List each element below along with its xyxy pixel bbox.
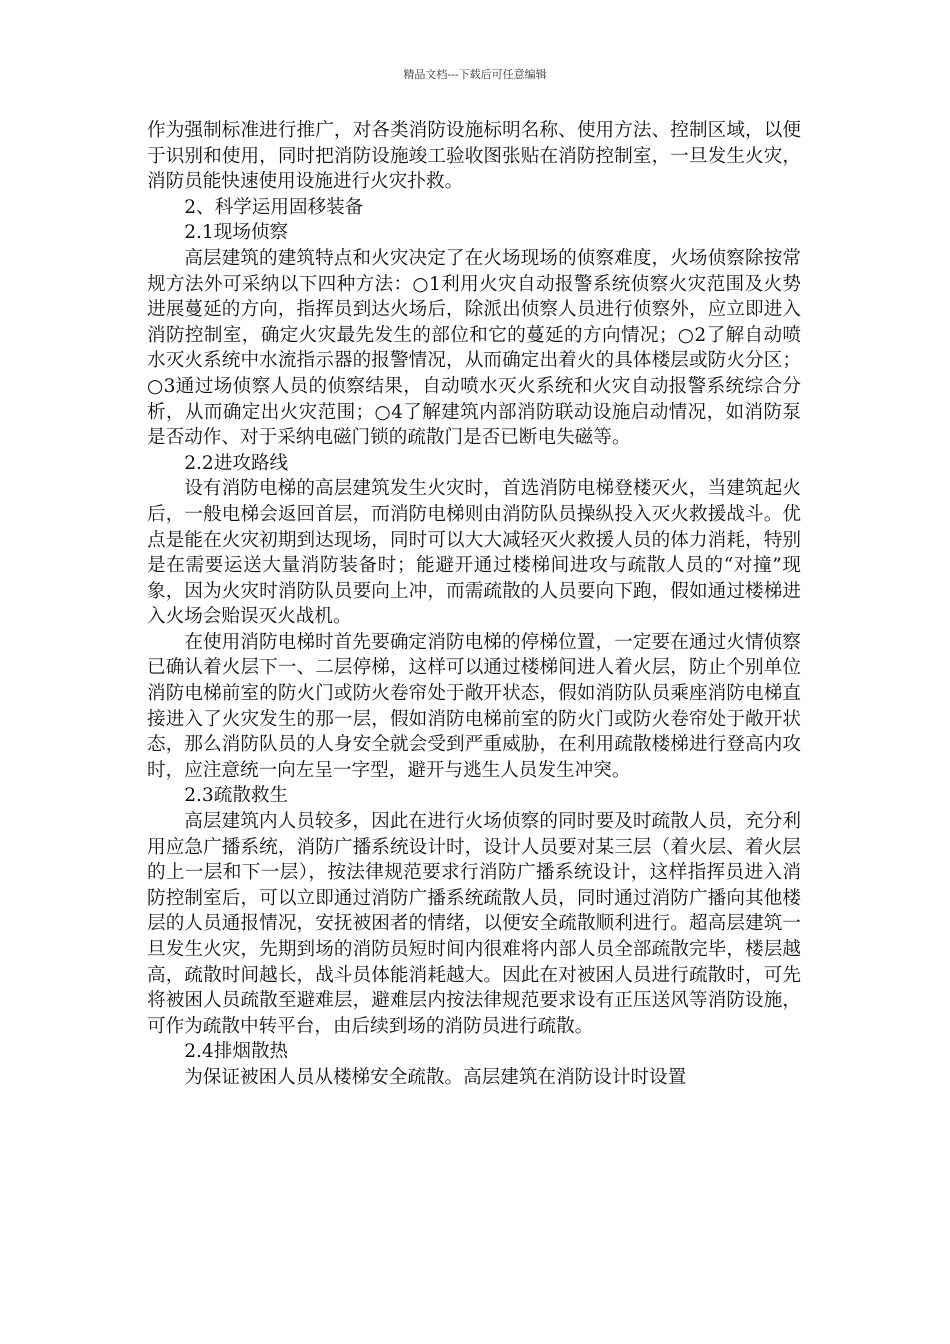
paragraph-reconnaissance: 高层建筑的建筑特点和火灾决定了在火场现场的侦察难度，火场侦察除按常规方法外可采纳以下四种方法：○1利用火灾自动报警系统侦察火灾范围及火势进展蔓延的方向，指挥员到达火场后，除派出侦察人员进行侦察外，应立即进入消防控制室，确定火灾最先发生的部位和它的蔓延的方向情况；○2了解自动喷水灭火系统中水流指示器的报警情况，从而确定出着火的具体楼层或防火分区；○3通过场侦察人员的侦察结果，自动喷水灭火系统和火灾自动报警系统综合分析，从而确定出火灾范围；○4了解建筑内部消防联动设施启动情况，如消防泵是否动作、对于采纳电磁门锁的疏散门是否已断电失磁等。	[147, 247, 801, 449]
subsection-heading-2-3: 2.3疏散救生	[184, 785, 289, 807]
subsection-heading-2-2: 2.2进攻路线	[184, 452, 289, 474]
subsection-heading-2-4: 2.4排烟散热	[184, 1041, 289, 1063]
section-heading-2: 2、科学运用固移装备	[184, 196, 364, 218]
paragraph-elevator-use: 在使用消防电梯时首先要确定消防电梯的停梯位置，一定要在通过火情侦察已确认着火层下一、二层停梯，这样可以通过楼梯间进人着火层，防止个别单位消防电梯前室的防火门或防火卷帘处于敞开状态，假如消防队员乘座消防电梯直接进入了火灾发生的那一层，假如消防电梯前室的防火门或防火卷帘处于敞开状态，那么消防队员的人身安全就会受到严重威胁，在利用疏散楼梯进行登高内攻时，应注意统一向左呈一字型，避开与逃生人员发生冲突。	[147, 631, 801, 781]
subsection-heading-2-1: 2.1现场侦察	[184, 222, 289, 244]
paragraph-evacuation: 高层建筑内人员较多，因此在进行火场侦察的同时要及时疏散人员，充分利用应急广播系统，消防广播系统设计时，设计人员要对某三层（着火层、着火层的上一层和下一层），按法律规范要求行消防广播系统设计，这样指挥员进入消防控制室后，可以立即通过消防广播系统疏散人员，同时通过消防广播向其他楼层的人员通报情况，安抚被困者的情绪，以便安全疏散顺利进行。超高层建筑一旦发生火灾，先期到场的消防员短时间内很难将内部人员全部疏散完毕，楼层越高，疏散时间越长，战斗员体能消耗越大。因此在对被困人员进行疏散时，可先将被困人员疏散至避难层，避难层内按法律规范要求设有正压送风等消防设施，可作为疏散中转平台，由后续到场的消防员进行疏散。	[147, 811, 801, 1037]
page-header: 精品文档---下载后可任意编辑	[403, 68, 547, 81]
paragraph-attack-route: 设有消防电梯的高层建筑发生火灾时，首选消防电梯登楼灭火，当建筑起火后，一般电梯会返回首层，而消防电梯则由消防队员操纵投入灭火救援战斗。优点是能在火灾初期到达现场，同时可以大大减轻灭火救援人员的体力消耗，特别是在需要运送大量消防装备时；能避开通过楼梯间进攻与疏散人员的“对撞”现象，因为火灾时消防队员要向上冲，而需疏散的人员要向下跑，假如通过楼梯进入火场会贻误灭火战机。	[147, 478, 801, 628]
document-body	[147, 118, 801, 1091]
paragraph-continuation: 作为强制标准进行推广，对各类消防设施标明名称、使用方法、控制区域，以便于识别和使用，同时把消防设施竣工验收图张贴在消防控制室，一旦发生火灾，消防员能快速使用设施进行火灾扑救。	[147, 120, 801, 193]
paragraph-smoke-exhaust: 为保证被困人员从楼梯安全疏散。高层建筑在消防设计时设置	[184, 1066, 687, 1088]
